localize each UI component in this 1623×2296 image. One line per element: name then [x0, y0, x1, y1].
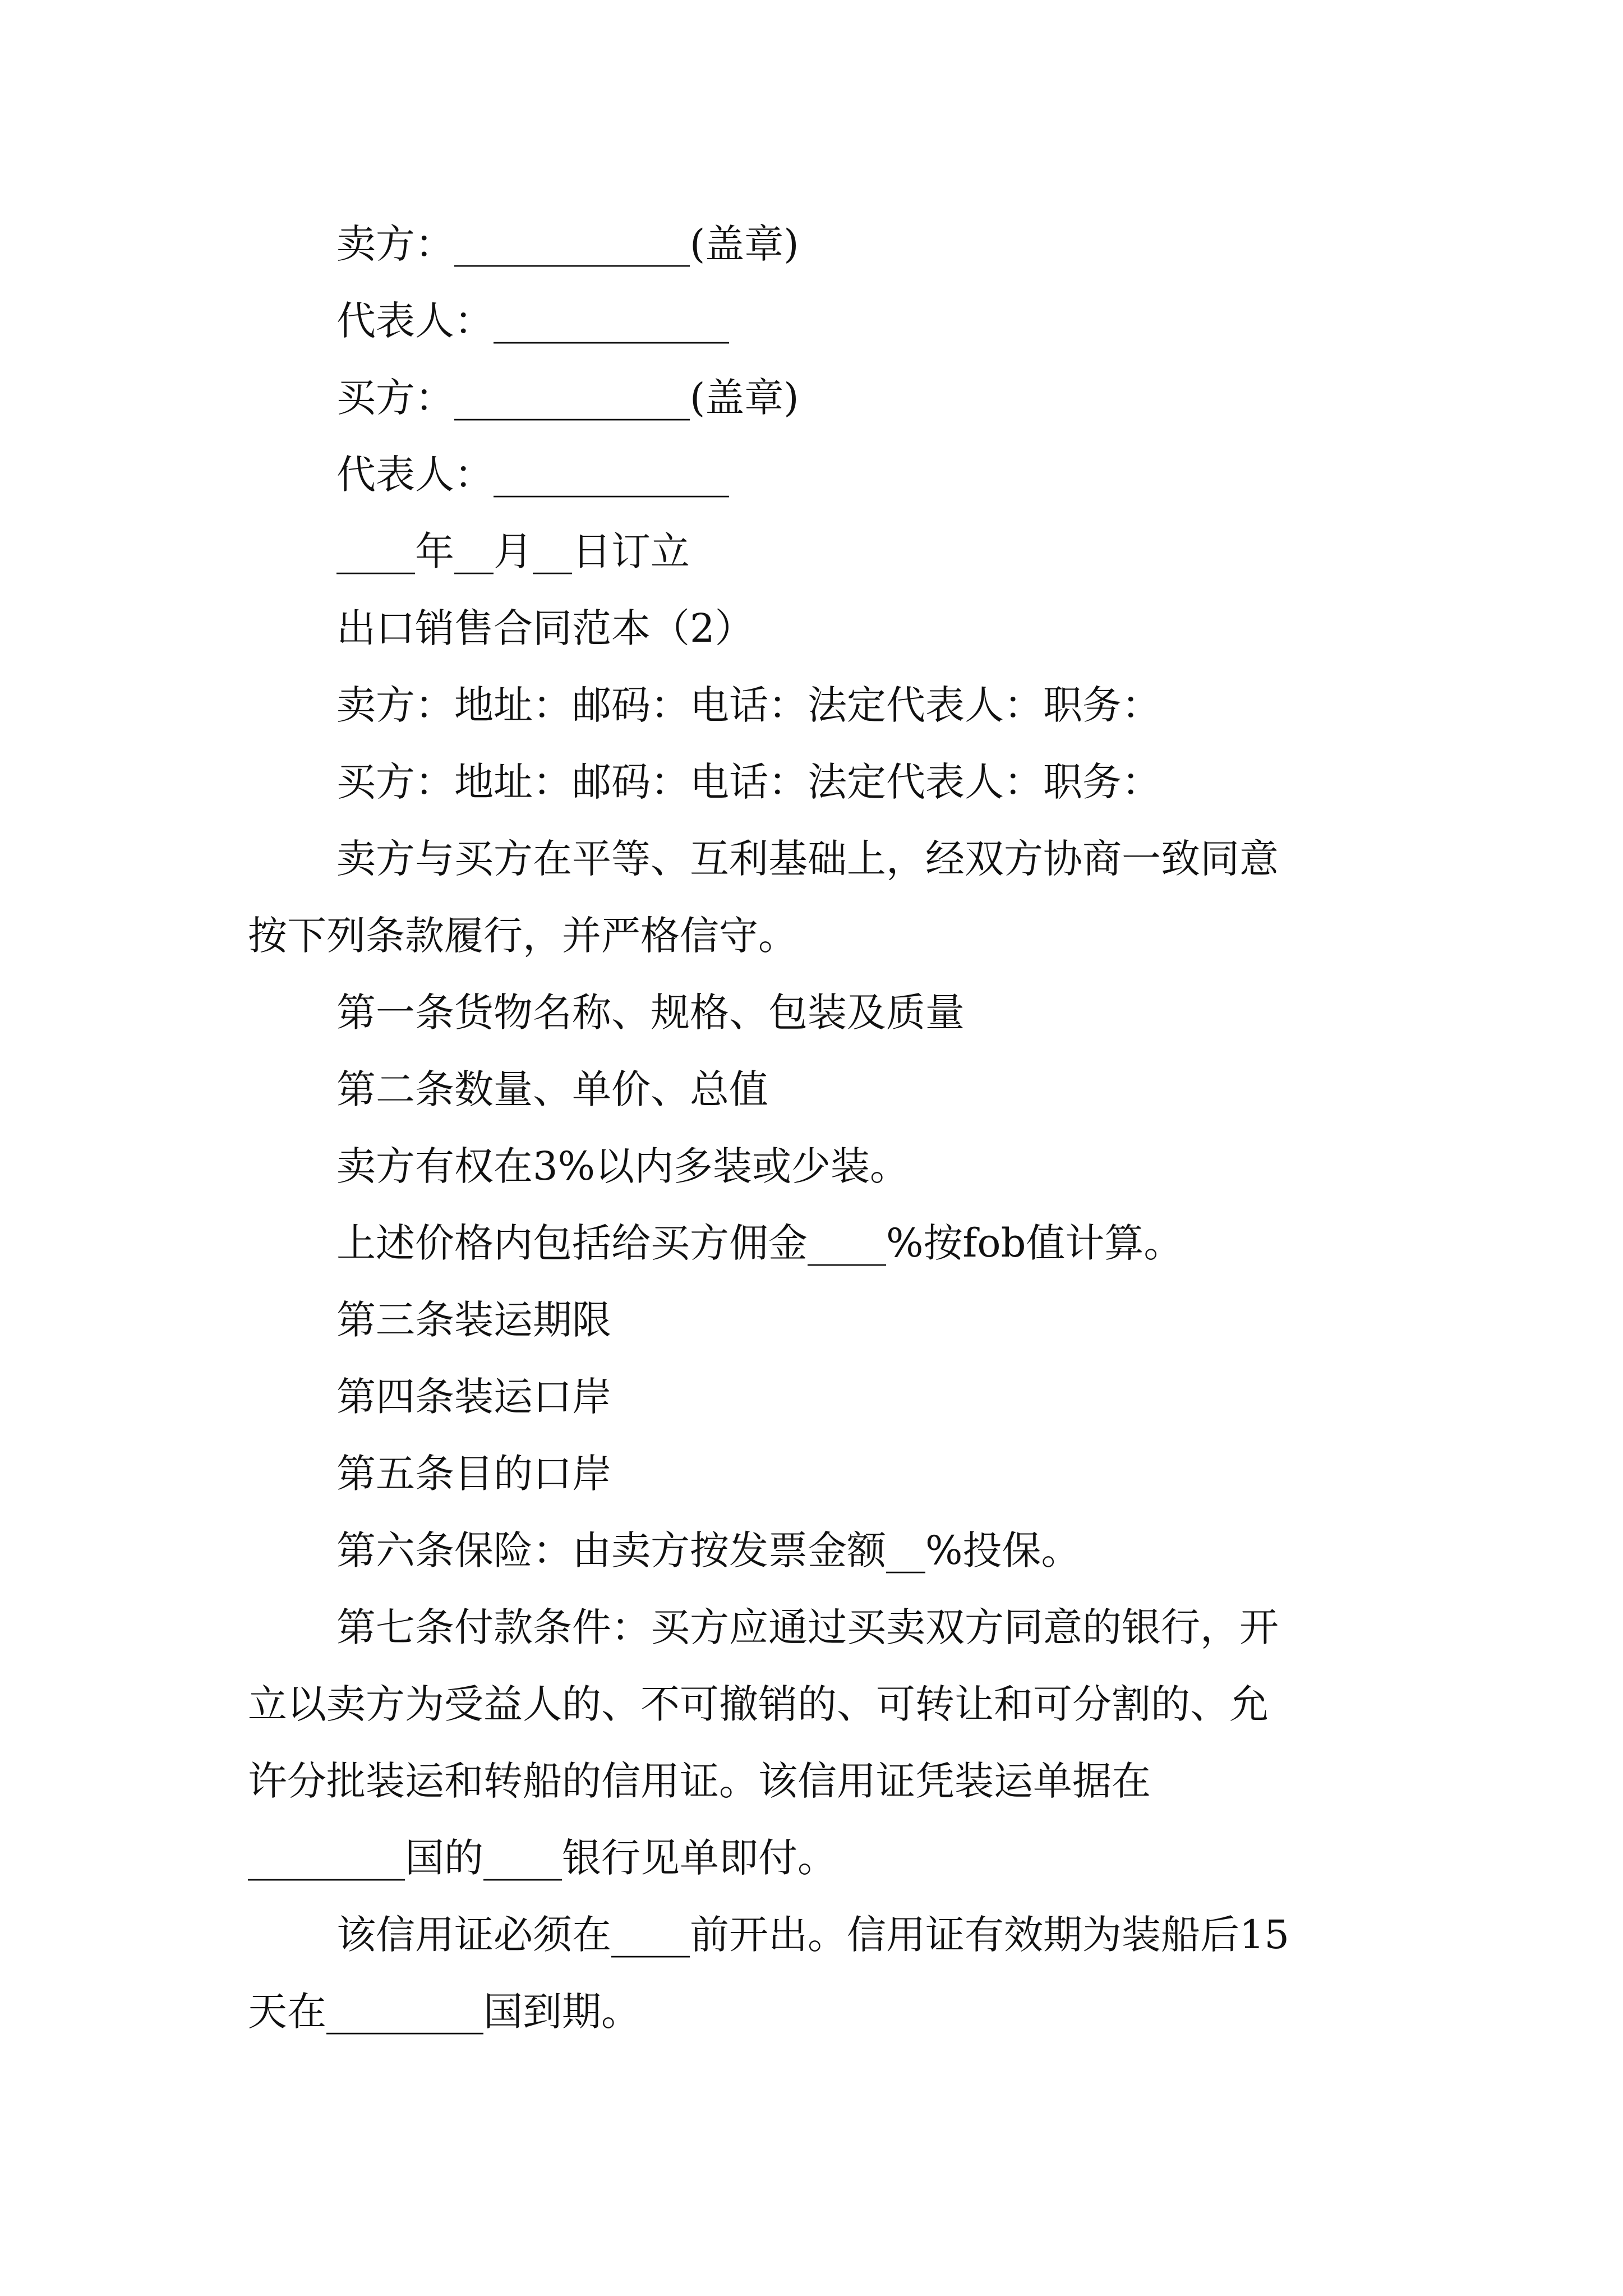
signing-date: ____年__月__日订立	[336, 528, 690, 574]
seller-info-line: 卖方：地址：邮码：电话：法定代表人：职务：	[336, 682, 1161, 728]
article-1: 第一条货物名称、规格、包装及质量	[336, 990, 965, 1036]
preamble-line-1: 卖方与买方在平等、互利基础上，经双方协商一致同意	[336, 836, 1279, 882]
buyer-representative: 代表人：____________	[336, 452, 729, 498]
commission-line: 上述价格内包括给买方佣金____%按fob值计算。	[336, 1220, 1183, 1266]
contract-title: 出口销售合同范本（2）	[336, 605, 754, 651]
article-4: 第四条装运口岸	[336, 1374, 611, 1420]
article-7-line-4: ________国的____银行见单即付。	[248, 1835, 837, 1881]
seller-seal-line: 卖方：____________(盖章)	[336, 221, 799, 267]
article-6: 第六条保险：由卖方按发票金额__%投保。	[336, 1527, 1081, 1573]
credit-validity-line-2: 天在________国到期。	[248, 1989, 640, 2035]
article-7-line-2: 立以卖方为受益人的、不可撤销的、可转让和可分割的、允	[248, 1681, 1269, 1727]
preamble-line-2: 按下列条款履行，并严格信守。	[248, 913, 797, 959]
buyer-seal-line: 买方：____________(盖章)	[336, 375, 799, 421]
article-3: 第三条装运期限	[336, 1297, 611, 1343]
quantity-tolerance: 卖方有权在3%以内多装或少装。	[336, 1143, 910, 1189]
seller-representative: 代表人：____________	[336, 298, 729, 344]
article-5: 第五条目的口岸	[336, 1451, 611, 1497]
article-7-line-1: 第七条付款条件：买方应通过买卖双方同意的银行，开	[336, 1604, 1279, 1650]
credit-validity-line-1: 该信用证必须在____前开出。信用证有效期为装船后15	[336, 1912, 1290, 1958]
article-7-line-3: 许分批装运和转船的信用证。该信用证凭装运单据在	[248, 1758, 1151, 1804]
article-2: 第二条数量、单价、总值	[336, 1066, 768, 1112]
buyer-info-line: 买方：地址：邮码：电话：法定代表人：职务：	[336, 759, 1161, 805]
